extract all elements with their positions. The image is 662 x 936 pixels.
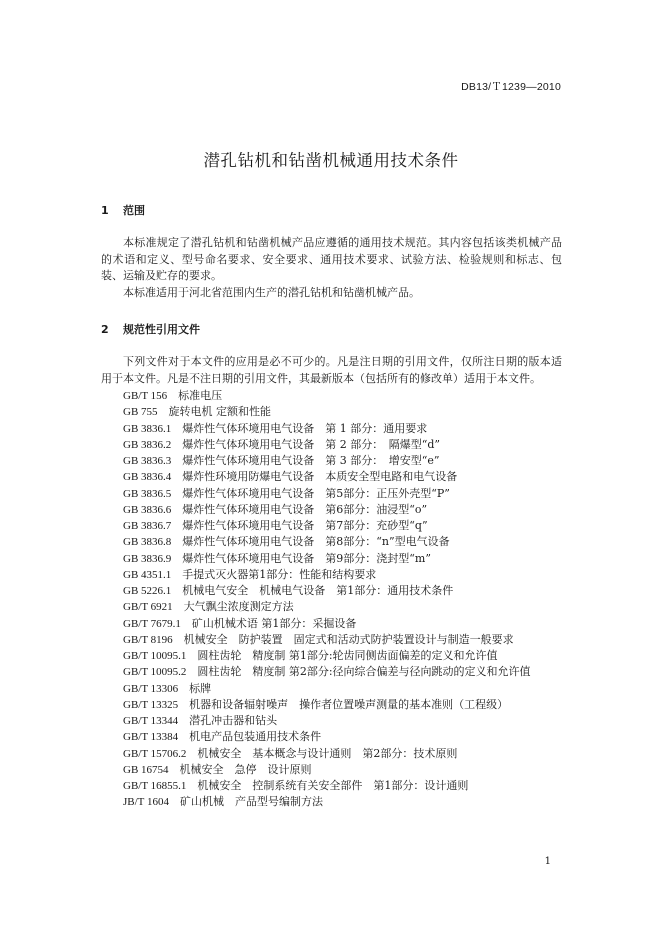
reference-title: 爆炸性气体环境用电气设备 第6部分：油浸型“o” — [182, 502, 428, 516]
reference-code: GB/T 6921 — [123, 601, 173, 614]
reference-title: 爆炸性气体环境用电气设备 第7部分：充砂型“q” — [182, 519, 428, 532]
reference-title: 爆炸性气体环境用电气设备 第 3 部分： 增安型“e” — [182, 454, 440, 467]
reference-code: GB 3836.4 — [123, 471, 172, 484]
reference-item — [123, 681, 583, 697]
reference-item — [123, 534, 583, 550]
reference-title: 圆柱齿轮 精度制 第2部分:径向综合偏差与径向跳动的定义和允许值 — [197, 665, 531, 679]
reference-title: 爆炸性气体环境用电气设备 第 2 部分： 隔爆型“d” — [182, 437, 441, 451]
scope-text — [101, 235, 562, 301]
reference-item — [123, 697, 583, 713]
document-title: 潜孔钻机和钻凿机械通用技术条件 — [203, 151, 459, 170]
reference-item — [123, 762, 583, 778]
reference-item — [123, 648, 583, 664]
reference-title: 机械安全 急停 设计原则 — [179, 762, 312, 776]
reference-code: GB 4351.1 — [123, 568, 172, 581]
reference-title: 大气飘尘浓度测定方法 — [183, 600, 294, 614]
reference-title: 爆炸性气体环境用电气设备 第8部分：“n”型电气设备 — [182, 535, 450, 549]
reference-item — [123, 664, 583, 680]
reference-title: 矿山机械 产品型号编制方法 — [179, 795, 323, 809]
reference-title: 爆炸性气体环境用电气设备 第5部分：正压外壳型“P” — [182, 486, 450, 500]
page-number: 1 — [544, 856, 551, 867]
reference-item — [123, 518, 583, 534]
reference-title: 旋转电机 定额和性能 — [168, 405, 272, 419]
section-title: 范围 — [123, 204, 145, 217]
paragraph: 本标准适用于河北省范围内生产的潜孔钻机和钻凿机械产品。 — [123, 285, 420, 299]
reference-code: GB 5226.1 — [123, 585, 172, 597]
reference-title: 机电产品包装通用技术条件 — [189, 730, 322, 744]
reference-code: GB 3836.9 — [123, 552, 172, 565]
reference-title: 圆柱齿轮 精度制 第1部分:轮齿同侧齿面偏差的定义和允许值 — [197, 649, 498, 662]
reference-code: GB/T 13325 — [123, 698, 179, 711]
reference-item — [123, 746, 583, 762]
reference-code: GB 755 — [123, 406, 158, 419]
reference-list — [123, 388, 583, 811]
reference-code: GB/T 13384 — [123, 731, 179, 744]
paragraph: 下列文件对于本文件的应用是必不可少的。凡是注日期的引用文件，仅所注日期的版本适用于本文件。凡是不注日期的引用文件，其最新版本（包括所有的修改单）适用于本文件。 — [101, 355, 562, 385]
reference-item — [123, 551, 583, 567]
reference-item — [123, 404, 583, 420]
reference-code: GB/T 10095.1 — [123, 650, 187, 662]
reference-code: GB/T 13306 — [123, 682, 179, 695]
reference-item — [123, 437, 583, 453]
section-heading-normative-references — [101, 321, 200, 337]
reference-title: 爆炸性气体环境用电气设备 第9部分：浇封型“m” — [182, 551, 431, 565]
reference-item — [123, 794, 583, 810]
reference-title: 机器和设备辐射噪声 操作者位置噪声测量的基本准则（工程级） — [189, 697, 509, 711]
reference-code: JB/T 1604 — [123, 796, 169, 809]
reference-item — [123, 421, 583, 437]
reference-item — [123, 469, 583, 485]
reference-code: GB/T 7679.1 — [123, 617, 181, 630]
reference-code: GB/T 16855.1 — [123, 780, 187, 792]
reference-code: GB 3836.7 — [123, 520, 172, 532]
reference-code: GB 3836.5 — [123, 487, 172, 500]
document-code: DB13/Ｔ1239—2010 — [461, 81, 561, 93]
section-title: 规范性引用文件 — [123, 323, 200, 336]
reference-item — [123, 453, 583, 469]
reference-code: GB 3836.2 — [123, 438, 172, 451]
reference-title: 机械电气安全 机械电气设备 第1部分：通用技术条件 — [182, 584, 454, 597]
reference-code: GB/T 156 — [123, 390, 168, 402]
reference-title: 矿山机械术语 第1部分：采掘设备 — [191, 616, 357, 630]
reference-item — [123, 567, 583, 583]
section-number: 2 — [101, 323, 109, 336]
section-heading-scope — [101, 202, 145, 218]
reference-item — [123, 599, 583, 615]
reference-title: 手提式灭火器第1部分：性能和结构要求 — [182, 567, 377, 581]
reference-code: GB 3836.8 — [123, 536, 172, 549]
reference-item — [123, 583, 583, 599]
reference-item — [123, 729, 583, 745]
reference-code: GB 3836.1 — [123, 422, 172, 435]
reference-code: GB/T 13344 — [123, 715, 179, 727]
reference-code: GB 3836.3 — [123, 455, 172, 467]
reference-title: 爆炸性环境用防爆电气设备 本质安全型电路和电气设备 — [182, 470, 458, 484]
section-number: 1 — [101, 204, 109, 217]
reference-title: 标准电压 — [178, 389, 223, 402]
reference-item — [123, 502, 583, 518]
reference-title: 机械安全 防护装置 固定式和活动式防护装置设计与制造一般要求 — [183, 632, 514, 646]
reference-item — [123, 486, 583, 502]
references-intro — [101, 354, 562, 387]
reference-item — [123, 632, 583, 648]
reference-title: 机械安全 控制系统有关安全部件 第1部分：设计通则 — [197, 779, 469, 792]
reference-title: 爆炸性气体环境用电气设备 第 1 部分：通用要求 — [182, 421, 428, 435]
reference-title: 潜孔冲击器和钻头 — [189, 714, 278, 727]
reference-title: 机械安全 基本概念与设计通则 第2部分：技术原则 — [197, 746, 458, 760]
paragraph: 本标准规定了潜孔钻机和钻凿机械产品应遵循的通用技术规范。其内容包括该类机械产品的术语和定义、型号命名要求、安全要求、通用技术要求、试验方法、检验规则和标志、包装、运输及贮存的要求。 — [101, 236, 562, 282]
reference-item — [123, 616, 583, 632]
reference-code: GB/T 15706.2 — [123, 747, 187, 760]
reference-item — [123, 388, 583, 404]
reference-code: GB/T 10095.2 — [123, 666, 187, 679]
reference-item — [123, 778, 583, 794]
reference-item — [123, 713, 583, 729]
reference-code: GB/T 8196 — [123, 633, 173, 646]
reference-code: GB 3836.6 — [123, 503, 172, 516]
reference-title: 标牌 — [189, 681, 212, 695]
reference-code: GB 16754 — [123, 763, 169, 776]
